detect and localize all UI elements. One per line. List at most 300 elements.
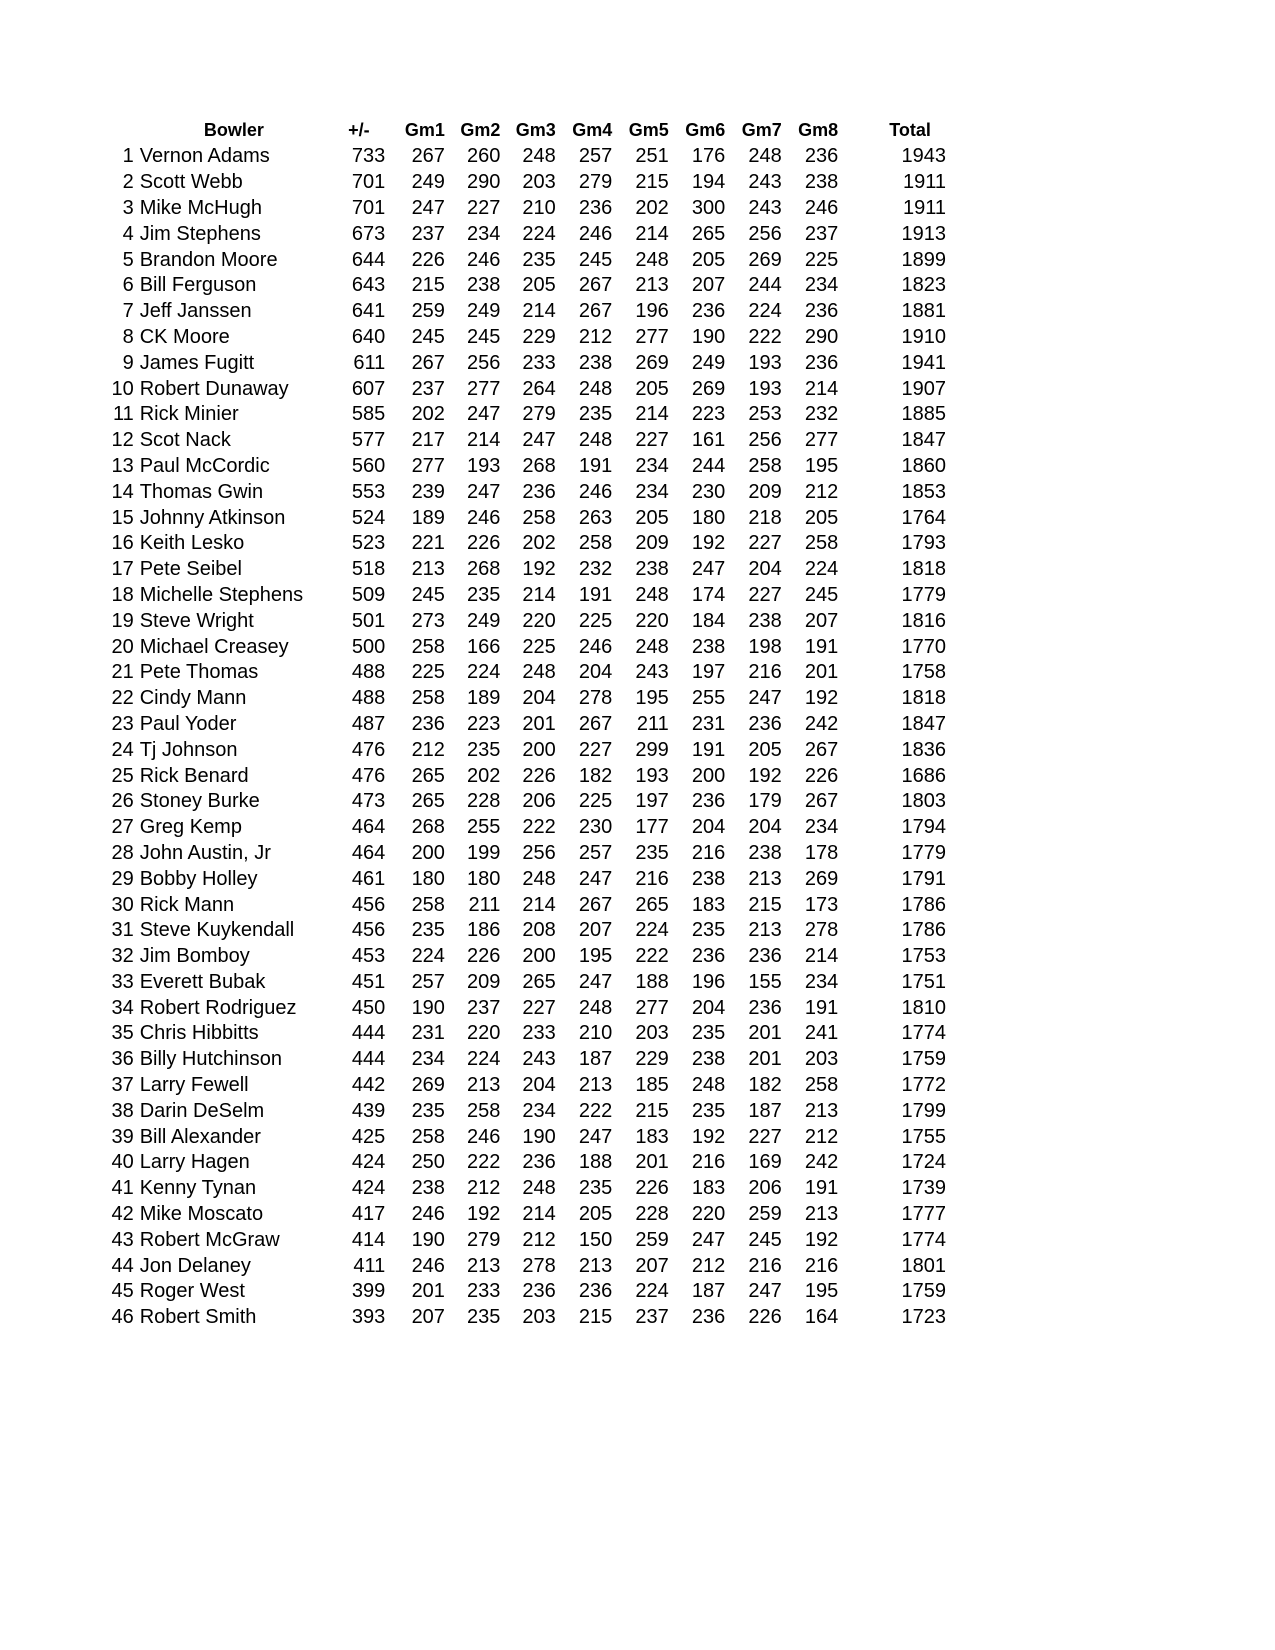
- game-3-cell: 208: [522, 919, 556, 942]
- game-5-cell: 211: [636, 712, 669, 735]
- game-1-cell: 202: [411, 403, 445, 426]
- game-5-cell: 234: [635, 480, 669, 503]
- total-cell: 1786: [901, 919, 946, 942]
- game-4-cell: 205: [578, 1203, 613, 1226]
- game-1-cell: 235: [411, 1099, 445, 1122]
- game-4-cell: 215: [578, 1306, 613, 1329]
- rank-cell: 27: [111, 816, 134, 839]
- game-2-cell: 247: [466, 403, 501, 426]
- game-5-cell: 193: [635, 764, 669, 787]
- table-row: [106, 634, 946, 660]
- game-3-cell: 248: [522, 867, 556, 890]
- game-1-cell: 265: [411, 764, 445, 787]
- total-cell: 1777: [901, 1203, 946, 1226]
- game-6-cell: 174: [691, 583, 726, 606]
- game-5-cell: 222: [635, 945, 669, 968]
- bowler-name-cell: Tj Johnson: [139, 738, 238, 761]
- bowler-name-cell: John Austin, Jr: [139, 841, 271, 864]
- game-7-cell: 253: [748, 403, 782, 426]
- total-cell: 1755: [901, 1125, 946, 1148]
- game-1-cell: 226: [411, 248, 445, 271]
- game-2-header: Gm2: [460, 119, 501, 140]
- table-row: [106, 1227, 946, 1253]
- game-4-cell: 235: [578, 1177, 613, 1200]
- game-8-cell: 224: [804, 558, 839, 581]
- bowler-name-cell: Pete Seibel: [139, 558, 242, 581]
- game-7-cell: 209: [748, 480, 782, 503]
- bowler-name-cell: Cindy Mann: [139, 687, 247, 710]
- game-2-cell: 222: [466, 1151, 501, 1174]
- game-3-cell: 190: [522, 1125, 556, 1148]
- bowler-name-cell: Brandon Moore: [139, 248, 278, 271]
- game-4-cell: 210: [578, 1022, 613, 1045]
- total-cell: 1885: [901, 403, 946, 426]
- game-3-cell: 204: [522, 1074, 556, 1097]
- game-7-cell: 227: [748, 532, 782, 555]
- plus-minus-cell: 464: [351, 816, 386, 839]
- bowler-name-cell: Pete Thomas: [139, 661, 259, 684]
- game-8-cell: 164: [804, 1306, 839, 1329]
- table-row: [106, 196, 946, 222]
- game-8-cell: 191: [804, 996, 839, 1019]
- bowler-name-cell: Thomas Gwin: [139, 480, 264, 503]
- game-1-cell: 265: [411, 790, 445, 813]
- table-row: [106, 970, 946, 996]
- rank-cell: 18: [111, 583, 134, 606]
- game-5-cell: 234: [635, 454, 669, 477]
- game-2-cell: 209: [466, 970, 501, 993]
- game-2-cell: 192: [466, 1203, 501, 1226]
- game-1-cell: 215: [411, 274, 445, 297]
- game-4-cell: 182: [578, 764, 613, 787]
- game-2-cell: 226: [466, 532, 501, 555]
- game-3-cell: 236: [522, 480, 556, 503]
- game-7-cell: 247: [748, 687, 782, 710]
- game-5-cell: 197: [635, 790, 669, 813]
- rank-cell: 24: [111, 738, 134, 761]
- plus-minus-cell: 643: [351, 274, 386, 297]
- game-4-cell: 248: [578, 429, 613, 452]
- rank-cell: 5: [122, 248, 134, 271]
- rank-cell: 1: [122, 145, 134, 168]
- game-5-cell: 299: [635, 738, 669, 761]
- rank-cell: 11: [112, 403, 134, 426]
- game-8-cell: 246: [804, 196, 839, 219]
- game-5-cell: 183: [635, 1125, 669, 1148]
- game-3-cell: 226: [522, 764, 556, 787]
- game-3-cell: 203: [522, 1306, 556, 1329]
- plus-minus-cell: 456: [351, 919, 386, 942]
- game-7-cell: 269: [748, 248, 782, 271]
- game-2-cell: 277: [466, 377, 501, 400]
- game-8-cell: 207: [804, 609, 839, 632]
- total-cell: 1759: [901, 1048, 946, 1071]
- game-6-cell: 192: [691, 532, 726, 555]
- rank-cell: 42: [111, 1203, 134, 1226]
- game-2-cell: 235: [466, 583, 501, 606]
- bowler-name-cell: Everett Bubak: [139, 970, 266, 993]
- game-6-cell: 238: [691, 1048, 726, 1071]
- game-3-cell: 192: [522, 558, 556, 581]
- table-row: [106, 1098, 946, 1124]
- bowler-name-cell: Mike McHugh: [139, 196, 262, 219]
- game-1-cell: 236: [411, 712, 445, 735]
- game-2-cell: 189: [466, 687, 501, 710]
- game-1-cell: 231: [411, 1022, 445, 1045]
- game-6-cell: 212: [691, 1254, 726, 1277]
- game-2-cell: 199: [466, 841, 501, 864]
- game-4-cell: 225: [578, 609, 613, 632]
- game-5-cell: 269: [635, 351, 669, 374]
- rank-cell: 37: [111, 1074, 134, 1097]
- game-1-cell: 190: [411, 1228, 445, 1251]
- bowler-name-cell: Jim Bomboy: [139, 945, 250, 968]
- game-2-cell: 279: [466, 1228, 501, 1251]
- game-6-cell: 235: [691, 919, 726, 942]
- game-2-cell: 226: [466, 945, 501, 968]
- rank-cell: 28: [111, 841, 134, 864]
- game-6-cell: 265: [691, 222, 726, 245]
- bowler-name-cell: Vernon Adams: [139, 145, 270, 168]
- game-7-cell: 226: [748, 1306, 782, 1329]
- game-4-cell: 213: [578, 1074, 613, 1097]
- game-3-cell: 264: [522, 377, 556, 400]
- rank-cell: 39: [111, 1125, 134, 1148]
- game-1-cell: 217: [411, 429, 445, 452]
- game-2-cell: 234: [466, 222, 501, 245]
- plus-minus-cell: 473: [351, 790, 386, 813]
- game-5-header: Gm5: [628, 119, 669, 140]
- game-4-cell: 225: [578, 790, 613, 813]
- game-8-cell: 242: [804, 1151, 839, 1174]
- plus-minus-cell: 451: [351, 970, 386, 993]
- bowler-name-cell: Jeff Janssen: [139, 300, 252, 323]
- game-4-cell: 267: [578, 274, 613, 297]
- table-row: [106, 918, 946, 944]
- game-4-cell: 257: [578, 145, 613, 168]
- rank-cell: 22: [111, 687, 134, 710]
- total-cell: 1758: [901, 661, 946, 684]
- table-row: [106, 1202, 946, 1228]
- game-3-cell: 220: [522, 609, 556, 632]
- bowler-name-cell: Jim Stephens: [139, 222, 261, 245]
- bowler-name-cell: Scott Webb: [139, 171, 243, 194]
- rank-cell: 16: [111, 532, 134, 555]
- game-3-header: Gm3: [515, 119, 556, 140]
- game-4-cell: 188: [578, 1151, 613, 1174]
- game-4-cell: 230: [578, 816, 613, 839]
- game-3-cell: 233: [522, 351, 556, 374]
- game-3-cell: 234: [522, 1099, 556, 1122]
- game-8-cell: 195: [804, 1280, 839, 1303]
- table-row: [106, 170, 946, 196]
- game-3-cell: 204: [522, 687, 556, 710]
- game-3-cell: 224: [522, 222, 556, 245]
- game-6-cell: 230: [691, 480, 726, 503]
- game-2-cell: 258: [466, 1099, 501, 1122]
- game-8-cell: 232: [804, 403, 839, 426]
- game-3-cell: 214: [522, 1203, 556, 1226]
- game-7-cell: 179: [748, 790, 782, 813]
- game-5-cell: 265: [635, 893, 669, 916]
- bowler-name-cell: Paul Yoder: [139, 712, 237, 735]
- game-1-cell: 277: [411, 454, 445, 477]
- game-7-cell: 245: [748, 1228, 782, 1251]
- game-6-cell: 238: [691, 635, 726, 658]
- table-row: [106, 583, 946, 609]
- bowler-name-cell: Kenny Tynan: [139, 1177, 257, 1200]
- game-5-cell: 277: [635, 996, 669, 1019]
- game-7-cell: 258: [748, 454, 782, 477]
- standings-body: [106, 144, 946, 1331]
- game-2-cell: 245: [466, 325, 501, 348]
- plus-minus-cell: 640: [351, 325, 386, 348]
- game-3-cell: 227: [522, 996, 556, 1019]
- game-2-cell: 238: [466, 274, 501, 297]
- table-row: [106, 479, 946, 505]
- total-cell: 1723: [901, 1306, 946, 1329]
- game-8-cell: 269: [804, 867, 839, 890]
- game-5-cell: 227: [635, 429, 669, 452]
- game-1-cell: 258: [411, 1125, 445, 1148]
- game-4-cell: 227: [578, 738, 613, 761]
- game-7-cell: 247: [748, 1280, 782, 1303]
- game-5-cell: 277: [635, 325, 669, 348]
- game-4-cell: 236: [578, 1280, 613, 1303]
- game-3-cell: 248: [522, 145, 556, 168]
- game-4-cell: 195: [578, 945, 613, 968]
- table-row: [106, 944, 946, 970]
- game-2-cell: 166: [466, 635, 501, 658]
- total-cell: 1793: [901, 532, 946, 555]
- bowler-name-cell: CK Moore: [139, 325, 230, 348]
- game-8-cell: 212: [804, 480, 839, 503]
- game-6-cell: 216: [691, 841, 726, 864]
- game-4-cell: 267: [578, 300, 613, 323]
- game-4-cell: 263: [578, 506, 613, 529]
- game-6-cell: 204: [691, 996, 726, 1019]
- plus-minus-cell: 560: [351, 454, 386, 477]
- game-8-cell: 225: [804, 248, 839, 271]
- game-2-cell: 235: [466, 738, 501, 761]
- plus-minus-cell: 500: [351, 635, 386, 658]
- rank-cell: 12: [111, 429, 134, 452]
- plus-minus-cell: 424: [351, 1151, 386, 1174]
- game-3-cell: 205: [522, 274, 556, 297]
- rank-cell: 45: [111, 1280, 134, 1303]
- game-1-cell: 269: [411, 1074, 445, 1097]
- game-4-cell: 212: [578, 325, 613, 348]
- game-3-cell: 203: [522, 171, 556, 194]
- game-6-cell: 190: [691, 325, 726, 348]
- game-1-cell: 250: [411, 1151, 445, 1174]
- game-8-cell: 178: [804, 841, 839, 864]
- game-7-cell: 236: [748, 996, 782, 1019]
- game-3-cell: 214: [522, 300, 556, 323]
- game-1-cell: 235: [411, 919, 445, 942]
- total-cell: 1860: [901, 454, 946, 477]
- table-row: [106, 841, 946, 867]
- game-5-cell: 243: [635, 661, 669, 684]
- total-cell: 1779: [901, 841, 946, 864]
- total-cell: 1801: [901, 1254, 946, 1277]
- game-7-cell: 243: [748, 196, 782, 219]
- plus-minus-cell: 553: [351, 480, 386, 503]
- rank-cell: 40: [111, 1151, 134, 1174]
- total-cell: 1847: [901, 429, 946, 452]
- total-cell: 1907: [901, 377, 946, 400]
- game-4-cell: 191: [578, 454, 613, 477]
- plus-minus-cell: 439: [351, 1099, 386, 1122]
- game-7-cell: 187: [748, 1099, 782, 1122]
- total-cell: 1853: [901, 480, 946, 503]
- rank-cell: 32: [111, 945, 134, 968]
- game-8-cell: 216: [804, 1254, 839, 1277]
- game-1-cell: 258: [411, 635, 445, 658]
- plus-minus-cell: 641: [351, 300, 386, 323]
- game-1-cell: 190: [411, 996, 445, 1019]
- total-header: Total: [889, 119, 931, 140]
- game-8-cell: 258: [804, 1074, 839, 1097]
- game-1-cell: 234: [411, 1048, 445, 1071]
- game-1-cell: 268: [411, 816, 445, 839]
- table-row: [106, 995, 946, 1021]
- game-5-cell: 213: [635, 274, 669, 297]
- game-5-cell: 224: [635, 919, 669, 942]
- bowler-name-cell: Bill Ferguson: [139, 274, 257, 297]
- game-2-cell: 228: [466, 790, 501, 813]
- game-1-cell: 213: [411, 558, 445, 581]
- table-row: [106, 1124, 946, 1150]
- bowler-name-cell: Chris Hibbitts: [139, 1022, 259, 1045]
- game-4-cell: 267: [578, 893, 613, 916]
- game-5-cell: 235: [635, 841, 669, 864]
- game-2-cell: 220: [466, 1022, 501, 1045]
- rank-cell: 19: [111, 609, 134, 632]
- total-cell: 1943: [901, 145, 946, 168]
- game-7-cell: 182: [748, 1074, 782, 1097]
- total-cell: 1786: [901, 893, 946, 916]
- game-8-cell: 191: [804, 1177, 839, 1200]
- game-5-cell: 248: [635, 583, 669, 606]
- game-4-cell: 246: [578, 480, 613, 503]
- game-8-cell: 214: [804, 945, 839, 968]
- table-row: [106, 350, 946, 376]
- game-2-cell: 246: [466, 1125, 501, 1148]
- table-row: [106, 1073, 946, 1099]
- game-8-cell: 226: [804, 764, 839, 787]
- plus-minus-cell: 577: [351, 429, 386, 452]
- game-3-cell: 201: [522, 712, 556, 735]
- rank-cell: 41: [111, 1177, 134, 1200]
- game-2-cell: 202: [466, 764, 501, 787]
- game-4-cell: 279: [578, 171, 613, 194]
- rank-cell: 44: [111, 1254, 134, 1277]
- game-3-cell: 214: [522, 583, 556, 606]
- game-6-cell: 236: [691, 945, 726, 968]
- rank-cell: 9: [122, 351, 134, 374]
- total-cell: 1799: [901, 1099, 946, 1122]
- rank-cell: 6: [122, 274, 134, 297]
- game-8-cell: 241: [804, 1022, 839, 1045]
- plus-minus-cell: 476: [351, 764, 386, 787]
- game-6-cell: 236: [691, 300, 726, 323]
- table-row: [106, 557, 946, 583]
- game-8-cell: 212: [804, 1125, 839, 1148]
- game-8-cell: 238: [804, 171, 839, 194]
- plus-minus-cell: 585: [351, 403, 386, 426]
- game-4-cell: 247: [578, 867, 613, 890]
- game-4-cell: 213: [578, 1254, 613, 1277]
- game-2-cell: 213: [466, 1074, 501, 1097]
- rank-cell: 23: [111, 712, 134, 735]
- game-2-cell: 237: [466, 996, 501, 1019]
- game-5-cell: 185: [635, 1074, 669, 1097]
- game-5-cell: 188: [635, 970, 669, 993]
- game-1-cell: 237: [411, 377, 445, 400]
- total-cell: 1910: [901, 325, 946, 348]
- game-6-cell: 244: [691, 454, 726, 477]
- bowler-name-cell: Bobby Holley: [139, 867, 258, 890]
- rank-cell: 20: [111, 635, 134, 658]
- game-6-cell: 238: [691, 867, 726, 890]
- rank-cell: 15: [111, 506, 134, 529]
- table-row: [106, 789, 946, 815]
- game-8-cell: 173: [804, 893, 839, 916]
- game-5-cell: 248: [635, 248, 669, 271]
- table-row: [106, 1150, 946, 1176]
- game-7-cell: 169: [748, 1151, 782, 1174]
- game-4-cell: 238: [578, 351, 613, 374]
- total-cell: 1911: [902, 171, 946, 194]
- game-5-cell: 259: [635, 1228, 669, 1251]
- game-7-cell: 218: [748, 506, 782, 529]
- game-2-cell: 233: [466, 1280, 501, 1303]
- bowler-name-cell: Larry Fewell: [139, 1074, 249, 1097]
- game-5-cell: 207: [635, 1254, 669, 1277]
- rank-cell: 36: [111, 1048, 134, 1071]
- game-2-cell: 224: [466, 661, 501, 684]
- game-8-cell: 267: [804, 790, 839, 813]
- total-cell: 1772: [901, 1074, 946, 1097]
- game-8-cell: 234: [804, 970, 839, 993]
- game-7-cell: 155: [748, 970, 782, 993]
- game-6-cell: 231: [691, 712, 726, 735]
- table-row: [106, 737, 946, 763]
- bowler-name-cell: Larry Hagen: [139, 1151, 250, 1174]
- game-2-cell: 247: [466, 480, 501, 503]
- table-row: [106, 454, 946, 480]
- game-7-cell: 193: [748, 351, 782, 374]
- game-3-cell: 229: [522, 325, 556, 348]
- game-2-cell: 193: [466, 454, 501, 477]
- game-7-cell: 243: [748, 171, 782, 194]
- game-8-cell: 277: [804, 429, 839, 452]
- table-row: [106, 299, 946, 325]
- plus-minus-cell: 424: [351, 1177, 386, 1200]
- game-6-cell: 196: [691, 970, 726, 993]
- game-8-cell: 236: [804, 300, 839, 323]
- game-7-cell: 206: [748, 1177, 782, 1200]
- game-4-cell: 246: [578, 222, 613, 245]
- game-8-cell: 258: [804, 532, 839, 555]
- game-1-cell: 259: [411, 300, 445, 323]
- game-1-cell: 180: [411, 867, 445, 890]
- game-1-cell: 212: [411, 738, 445, 761]
- game-5-cell: 237: [635, 1306, 669, 1329]
- game-6-cell: 223: [691, 403, 726, 426]
- game-4-cell: 191: [578, 583, 613, 606]
